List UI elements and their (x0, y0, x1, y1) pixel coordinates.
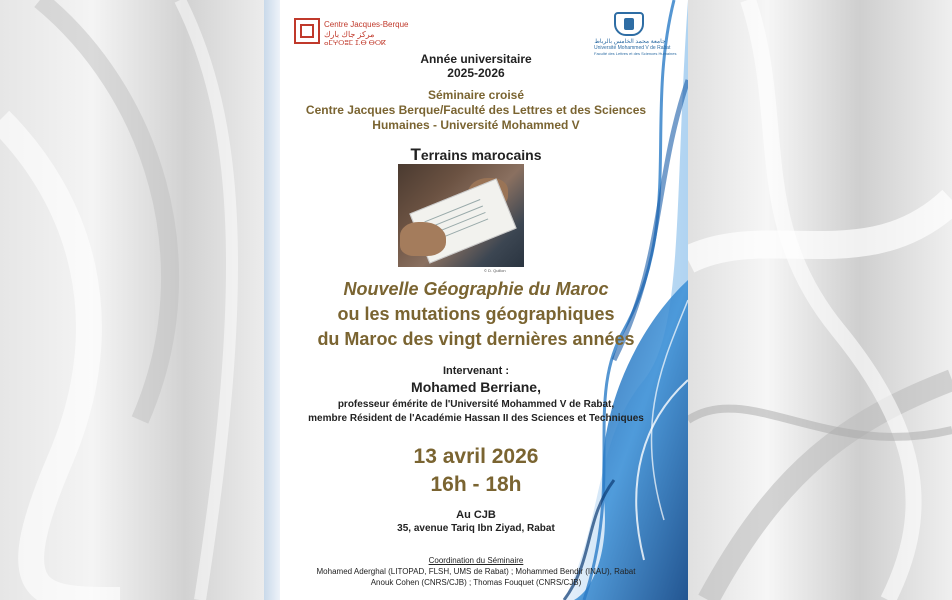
series-title (264, 145, 688, 165)
university-emblem-icon (614, 12, 644, 36)
university-logo-name: Université Mohammed V de Rabat (594, 45, 671, 51)
academic-year-value: 2025-2026 (447, 66, 505, 80)
series-title-initial: T (410, 145, 421, 164)
photo-hand-writing (400, 222, 446, 256)
cjb-emblem-icon (294, 18, 320, 44)
coordination-title: Coordination du Séminaire (428, 556, 524, 565)
talk-title-line2: ou les mutations géographiques (337, 304, 615, 324)
photo-credit: © D. Quillon (484, 268, 506, 273)
event-address: 35, avenue Tariq Ibn Ziyad, Rabat (397, 523, 555, 534)
speaker-name: Mohamed Berriane, (411, 379, 541, 395)
university-logo-faculty: Faculté des Lettres et des Sciences Humaines (594, 51, 677, 56)
speaker-role-line2: membre Résident de l'Académie Hassan II des Sciences et Techniques (308, 413, 644, 424)
speaker-label: Intervenant : (442, 365, 509, 377)
coordination-line2: Anouk Cohen (CNRS/CJB) ; Thomas Fouquet (CNRS/CJB) (370, 578, 582, 587)
coordination-line1: Mohamed Aderghal (LITOPAD, FLSH, UMS de Rabat) ; Mohammed Bendir (INAU), Rabat (316, 567, 636, 576)
seminar-organizers-line2: Humaines - Université Mohammed V (372, 118, 580, 132)
event-date: 13 avril 2026 (413, 445, 539, 468)
background-swirl-left (0, 0, 264, 600)
series-title-rest: errains marocains (420, 147, 542, 163)
seminar-type: Séminaire croisé (427, 88, 525, 102)
background-right-panel (688, 0, 952, 600)
cjb-logo-latin: Centre Jacques-Berque (324, 20, 409, 29)
talk-title-line3: du Maroc des vingt dernières années (317, 329, 635, 349)
seminar-organizers-line1: Centre Jacques Berque/Faculté des Lettres et des Sciences (305, 103, 647, 117)
university-logo-arabic: جامعة محمد الخامس بالرباط (594, 39, 666, 45)
speaker-role-line1: professeur émérite de l'Université Mohammed V de Rabat, (337, 399, 615, 410)
academic-year-label: Année universitaire (420, 52, 532, 66)
background-swirl-right (688, 0, 952, 600)
fieldwork-notebook-photo (398, 164, 524, 267)
cjb-logo-arabic: مركز جاك بارك (324, 30, 375, 39)
background-left-panel (0, 0, 264, 600)
centre-jacques-berque-logo (294, 18, 409, 50)
talk-title-line1: Nouvelle Géographie du Maroc (343, 279, 609, 299)
event-time: 16h - 18h (430, 473, 522, 496)
seminar-poster (264, 0, 688, 600)
cjb-logo-tifinagh: ⴰⵎⵖⵔⵓⵎ ⵊ.ⴱ ⴱⵔⴽ (324, 40, 386, 47)
event-venue: Au CJB (456, 509, 496, 521)
